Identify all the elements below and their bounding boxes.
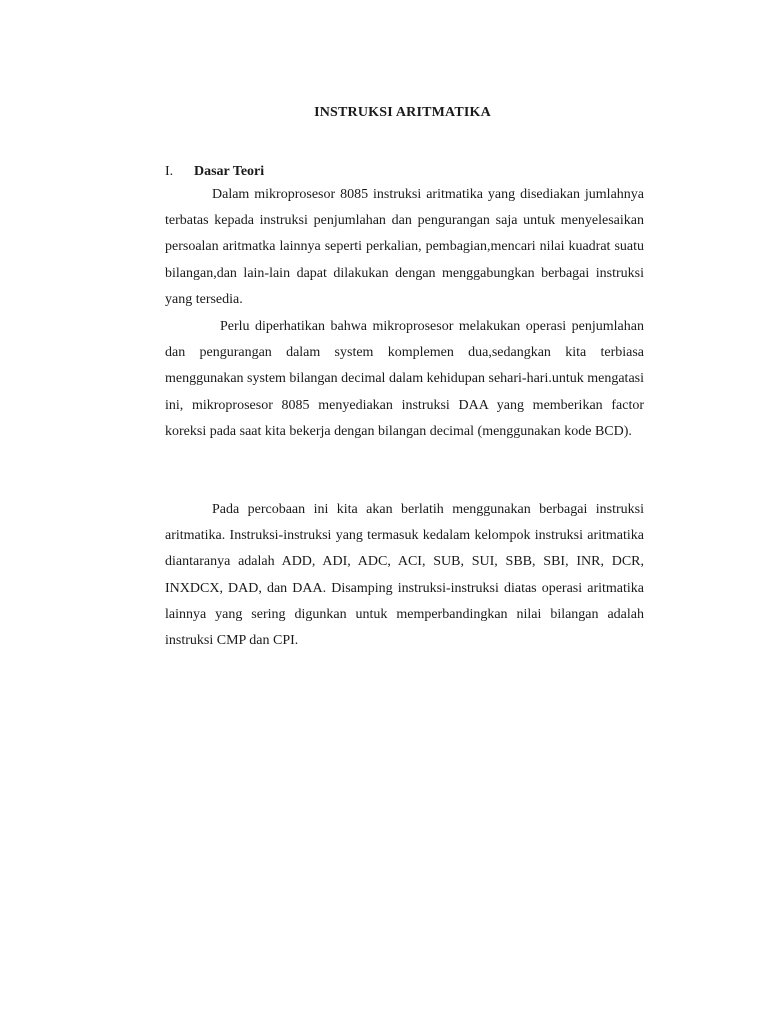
section-title: Dasar Teori (194, 164, 265, 179)
paragraph-2: Perlu diperhatikan bahwa mikroprosesor melakukan operasi penjumlahan dan pengurangan dalam system komplemen dua,sedangkan kita terbiasa menggunakan system bilangan decimal dalam kehidupan sehari-hari.untuk mengatasi ini, mikroprosesor 8085 menyediakan instruksi DAA yang memberikan factor koreksi pada saat kita bekerja dengan bilangan decimal (menggunakan kode BCD). (165, 319, 644, 439)
document-title: INSTRUKSI ARITMATIKA (314, 105, 491, 120)
section-heading (165, 161, 645, 183)
section-number: I. (165, 164, 174, 179)
paragraph-3: Pada percobaan ini kita akan berlatih menggunakan berbagai instruksi aritmatika. Instruksi-instruksi yang termasuk kedalam kelompok instruksi aritmatika diantaranya adalah ADD, ADI, ADC, ACI, SUB, SUI, SBB, SBI, INR, DCR, INXDCX, DAD, dan DAA. Disamping instruksi-instruksi diatas operasi aritmatika lainnya yang sering digunkan untuk memperbandingkan nilai bilangan adalah instruksi CMP dan CPI. (165, 502, 644, 649)
paragraph-1: Dalam mikroprosesor 8085 instruksi aritmatika yang disediakan jumlahnya terbatas kepada instruksi penjumlahan dan pengurangan saja untuk menyelesaikan persoalan aritmatka lainnya seperti perkalian, pembagian,mencari nilai kuadrat suatu bilangan,dan lain-lain dapat dilakukan dengan menggabungkan berbagai instruksi yang tersedia. (165, 187, 644, 307)
